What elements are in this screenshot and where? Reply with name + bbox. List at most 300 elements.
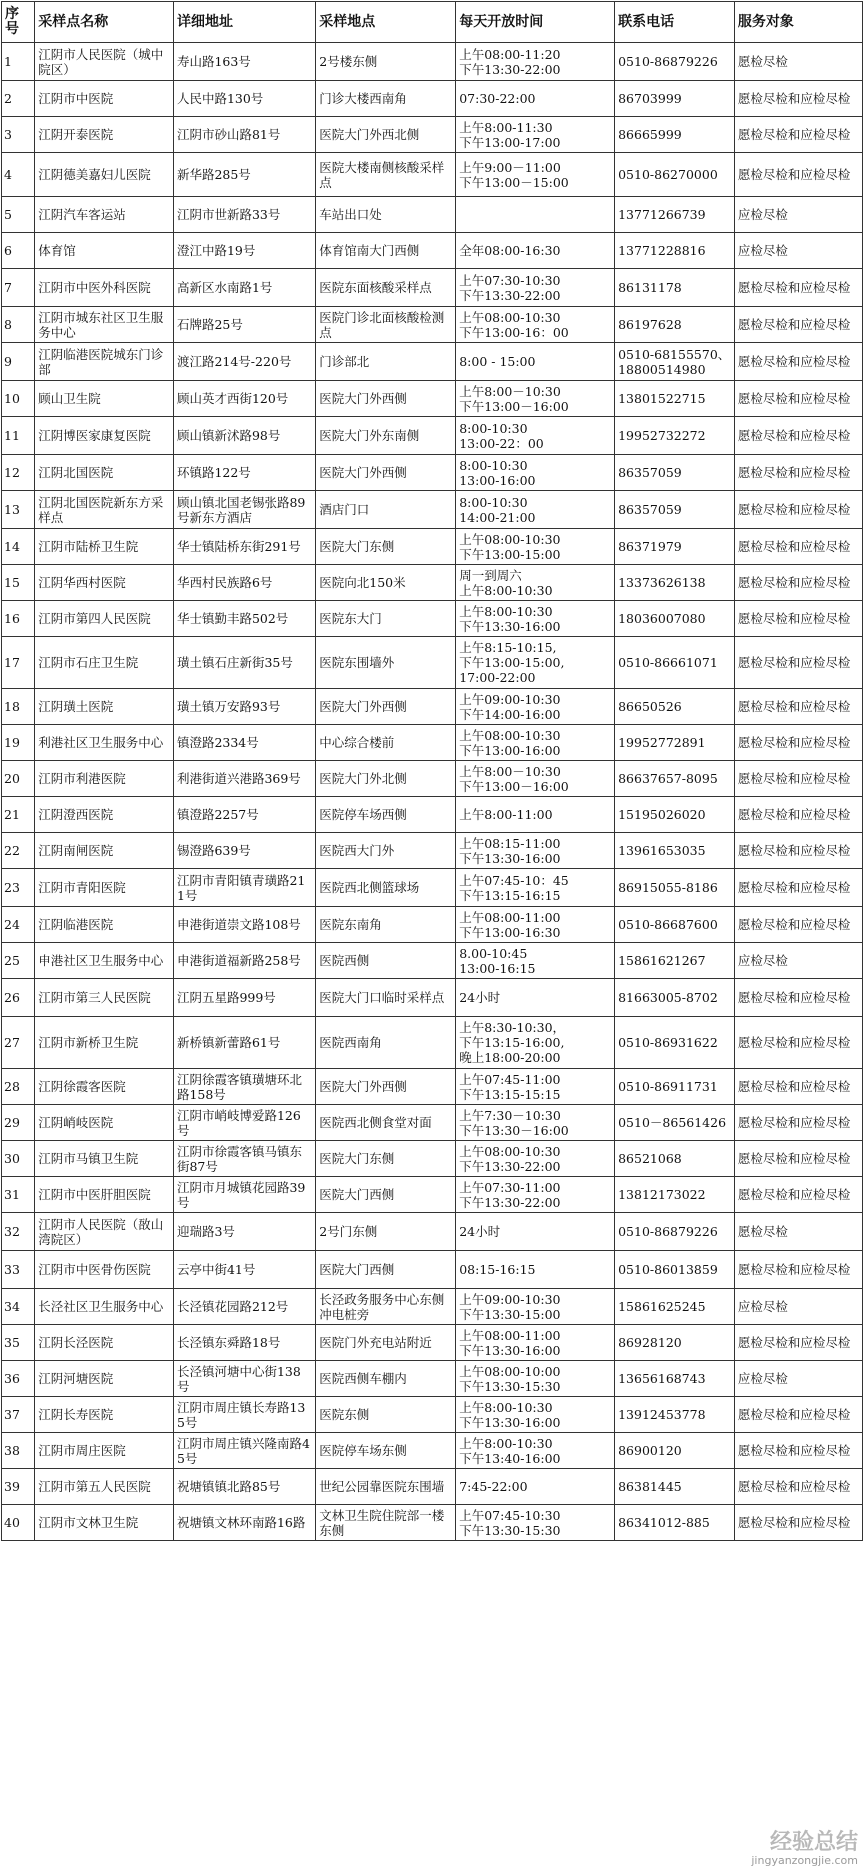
- address: 云亭中街41号: [173, 1251, 315, 1289]
- contact-phone: 86521068: [615, 1141, 735, 1177]
- address: 江阴市徐霞客镇马镇东街87号: [173, 1141, 315, 1177]
- row-number: 26: [2, 979, 35, 1017]
- address: 新桥镇新蕾路61号: [173, 1017, 315, 1069]
- table-row: [2, 1017, 863, 1069]
- header-no: 序号: [2, 2, 35, 43]
- contact-phone: 86197628: [615, 307, 735, 343]
- table-row: [2, 637, 863, 689]
- open-hours: 上午8:00－10:30 下午13:00－16:00: [456, 761, 615, 797]
- site-name: 江阴北国医院: [35, 455, 174, 491]
- open-hours: 上午08:15-11:00 下午13:30-16:00: [456, 833, 615, 869]
- table-row: [2, 943, 863, 979]
- contact-phone: 0510-86879226: [615, 1213, 735, 1251]
- address: 江阴市周庄镇长寿路135号: [173, 1397, 315, 1433]
- site-name: 江阴徐霞客医院: [35, 1069, 174, 1105]
- contact-phone: 0510-86879226: [615, 43, 735, 81]
- sample-location: 医院大门外东南侧: [316, 417, 456, 455]
- service-target: 愿检尽检和应检尽检: [734, 1141, 862, 1177]
- contact-phone: 86131178: [615, 269, 735, 307]
- open-hours: [456, 197, 615, 233]
- sample-location: 医院东侧: [316, 1397, 456, 1433]
- site-name: 江阴博医家康复医院: [35, 417, 174, 455]
- address: 顾山英才西街120号: [173, 381, 315, 417]
- address: 江阴市月城镇花园路39号: [173, 1177, 315, 1213]
- sample-location: 医院西侧车棚内: [316, 1361, 456, 1397]
- site-name: 江阴市石庄卫生院: [35, 637, 174, 689]
- service-target: 愿检尽检和应检尽检: [734, 343, 862, 381]
- address: 申港街道崇文路108号: [173, 907, 315, 943]
- site-name: 江阴市城东社区卫生服务中心: [35, 307, 174, 343]
- table-row: [2, 233, 863, 269]
- header-hours: 每天开放时间: [456, 2, 615, 43]
- row-number: 40: [2, 1505, 35, 1541]
- open-hours: 上午08:00-11:00 下午13:30-16:00: [456, 1325, 615, 1361]
- contact-phone: 86915055-8186: [615, 869, 735, 907]
- sample-location: 车站出口处: [316, 197, 456, 233]
- sample-location: 文林卫生院住院部一楼东侧: [316, 1505, 456, 1541]
- contact-phone: 19952772891: [615, 725, 735, 761]
- address: 环镇路122号: [173, 455, 315, 491]
- open-hours: 上午08:00-10:30 下午13:30-22:00: [456, 1141, 615, 1177]
- site-name: 江阴市文林卫生院: [35, 1505, 174, 1541]
- site-name: 江阴市新桥卫生院: [35, 1017, 174, 1069]
- contact-phone: 81663005-8702: [615, 979, 735, 1017]
- service-target: 愿检尽检和应检尽检: [734, 269, 862, 307]
- contact-phone: 86637657-8095: [615, 761, 735, 797]
- watermark: [751, 1831, 858, 1867]
- site-name: 江阴长泾医院: [35, 1325, 174, 1361]
- open-hours: 上午8:15-10:15, 下午13:00-15:00, 17:00-22:00: [456, 637, 615, 689]
- header-row: [2, 2, 863, 43]
- open-hours: 8:00-10:30 13:00-22：00: [456, 417, 615, 455]
- site-name: 江阴市第四人民医院: [35, 601, 174, 637]
- service-target: 愿检尽检和应检尽检: [734, 689, 862, 725]
- address: 镇澄路2257号: [173, 797, 315, 833]
- site-name: 江阴市陆桥卫生院: [35, 529, 174, 565]
- address: 顾山镇新沭路98号: [173, 417, 315, 455]
- row-number: 27: [2, 1017, 35, 1069]
- sample-location: 医院大门外西北侧: [316, 117, 456, 153]
- row-number: 25: [2, 943, 35, 979]
- contact-phone: 15195026020: [615, 797, 735, 833]
- row-number: 9: [2, 343, 35, 381]
- sample-location: 中心综合楼前: [316, 725, 456, 761]
- row-number: 36: [2, 1361, 35, 1397]
- sample-location: 医院东面核酸采样点: [316, 269, 456, 307]
- sample-location: 医院东南角: [316, 907, 456, 943]
- table-row: [2, 455, 863, 491]
- header-site: 采样地点: [316, 2, 456, 43]
- site-name: 江阴市中医外科医院: [35, 269, 174, 307]
- open-hours: 07:30-22:00: [456, 81, 615, 117]
- contact-phone: 86928120: [615, 1325, 735, 1361]
- open-hours: 周一到周六 上午8:00-10:30: [456, 565, 615, 601]
- address: 江阴市峭岐博爱路126号: [173, 1105, 315, 1141]
- open-hours: 8.00-10:45 13:00-16:15: [456, 943, 615, 979]
- sample-location: 医院大门外西侧: [316, 689, 456, 725]
- row-number: 14: [2, 529, 35, 565]
- sample-location: 2号楼东侧: [316, 43, 456, 81]
- sample-location: 门诊大楼西南角: [316, 81, 456, 117]
- open-hours: 上午8:00-11:30 下午13:00-17:00: [456, 117, 615, 153]
- open-hours: 上午08:00-10:30 下午13:00-16:00: [456, 725, 615, 761]
- open-hours: 上午07:45-11:00 下午13:15-15:15: [456, 1069, 615, 1105]
- sample-location: 医院西北侧篮球场: [316, 869, 456, 907]
- site-name: 江阴市中医骨伤医院: [35, 1251, 174, 1289]
- row-number: 24: [2, 907, 35, 943]
- table-row: [2, 381, 863, 417]
- row-number: 28: [2, 1069, 35, 1105]
- sampling-sites-table: [1, 1, 863, 1541]
- open-hours: 上午08:00-10:30 下午13:00-16：00: [456, 307, 615, 343]
- table-row: [2, 1069, 863, 1105]
- row-number: 15: [2, 565, 35, 601]
- sample-location: 医院东大门: [316, 601, 456, 637]
- address: 迎瑞路3号: [173, 1213, 315, 1251]
- table-row: [2, 833, 863, 869]
- service-target: 愿检尽检和应检尽检: [734, 153, 862, 197]
- row-number: 30: [2, 1141, 35, 1177]
- site-name: 江阴北国医院新东方采样点: [35, 491, 174, 529]
- open-hours: 上午8:00-10:30 下午13:40-16:00: [456, 1433, 615, 1469]
- row-number: 33: [2, 1251, 35, 1289]
- site-name: 江阴市第三人民医院: [35, 979, 174, 1017]
- site-name: 利港社区卫生服务中心: [35, 725, 174, 761]
- service-target: 愿检尽检: [734, 1213, 862, 1251]
- contact-phone: 0510－86561426: [615, 1105, 735, 1141]
- site-name: 江阴开泰医院: [35, 117, 174, 153]
- address: 长泾镇东舜路18号: [173, 1325, 315, 1361]
- address: 石牌路25号: [173, 307, 315, 343]
- open-hours: 8:00 - 15:00: [456, 343, 615, 381]
- contact-phone: 13801522715: [615, 381, 735, 417]
- sample-location: 医院大门外西侧: [316, 381, 456, 417]
- site-name: 江阴德美嘉妇儿医院: [35, 153, 174, 197]
- service-target: 愿检尽检和应检尽检: [734, 1469, 862, 1505]
- sample-location: 长泾政务服务中心东侧冲电桩旁: [316, 1289, 456, 1325]
- watermark-brand: 经验总结: [769, 1830, 858, 1855]
- row-number: 32: [2, 1213, 35, 1251]
- table-row: [2, 307, 863, 343]
- service-target: 愿检尽检: [734, 43, 862, 81]
- table-row: [2, 689, 863, 725]
- contact-phone: 13771266739: [615, 197, 735, 233]
- sample-location: 医院大门东侧: [316, 529, 456, 565]
- service-target: 愿检尽检和应检尽检: [734, 81, 862, 117]
- sample-location: 医院向北150米: [316, 565, 456, 601]
- service-target: 愿检尽检和应检尽检: [734, 1069, 862, 1105]
- service-target: 愿检尽检和应检尽检: [734, 455, 862, 491]
- address: 申港街道福新路258号: [173, 943, 315, 979]
- site-name: 体育馆: [35, 233, 174, 269]
- address: 江阴市砂山路81号: [173, 117, 315, 153]
- open-hours: 上午07:45-10：45 下午13:15-16:15: [456, 869, 615, 907]
- site-name: 江阴河塘医院: [35, 1361, 174, 1397]
- site-name: 江阴汽车客运站: [35, 197, 174, 233]
- row-number: 23: [2, 869, 35, 907]
- service-target: 愿检尽检和应检尽检: [734, 1397, 862, 1433]
- contact-phone: 18036007080: [615, 601, 735, 637]
- sample-location: 医院大门西侧: [316, 1251, 456, 1289]
- open-hours: 全年08:00-16:30: [456, 233, 615, 269]
- open-hours: 8:00-10:30 13:00-16:00: [456, 455, 615, 491]
- contact-phone: 15861625245: [615, 1289, 735, 1325]
- table-row: [2, 269, 863, 307]
- service-target: 应检尽检: [734, 233, 862, 269]
- row-number: 35: [2, 1325, 35, 1361]
- site-name: 江阴市利港医院: [35, 761, 174, 797]
- service-target: 愿检尽检和应检尽检: [734, 979, 862, 1017]
- row-number: 11: [2, 417, 35, 455]
- row-number: 6: [2, 233, 35, 269]
- open-hours: 上午7:30－10:30 下午13:30－16:00: [456, 1105, 615, 1141]
- site-name: 江阴市马镇卫生院: [35, 1141, 174, 1177]
- watermark-url: jingyanzongjie.com: [751, 1854, 858, 1867]
- table-row: [2, 761, 863, 797]
- site-name: 申港社区卫生服务中心: [35, 943, 174, 979]
- sample-location: 医院西南角: [316, 1017, 456, 1069]
- address: 人民中路130号: [173, 81, 315, 117]
- open-hours: 上午8:00-10:30 下午13:30-16:00: [456, 601, 615, 637]
- contact-phone: 0510-86270000: [615, 153, 735, 197]
- service-target: 愿检尽检和应检尽检: [734, 117, 862, 153]
- service-target: 愿检尽检和应检尽检: [734, 307, 862, 343]
- table-row: [2, 1213, 863, 1251]
- sample-location: 医院门外充电站附近: [316, 1325, 456, 1361]
- row-number: 21: [2, 797, 35, 833]
- row-number: 16: [2, 601, 35, 637]
- row-number: 18: [2, 689, 35, 725]
- header-address: 详细地址: [173, 2, 315, 43]
- open-hours: 上午09:00-10:30 下午13:30-15:00: [456, 1289, 615, 1325]
- service-target: 愿检尽检和应检尽检: [734, 565, 862, 601]
- open-hours: 08:15-16:15: [456, 1251, 615, 1289]
- site-name: 江阴市人民医院（城中院区）: [35, 43, 174, 81]
- row-number: 10: [2, 381, 35, 417]
- contact-phone: 13812173022: [615, 1177, 735, 1213]
- site-name: 江阴临港医院城东门诊部: [35, 343, 174, 381]
- sample-location: 医院西侧: [316, 943, 456, 979]
- contact-phone: 86665999: [615, 117, 735, 153]
- contact-phone: 0510-86931622: [615, 1017, 735, 1069]
- address: 长泾镇河塘中心街138号: [173, 1361, 315, 1397]
- open-hours: 上午08:00-11:00 下午13:00-16:30: [456, 907, 615, 943]
- site-name: 江阴市中医肝胆医院: [35, 1177, 174, 1213]
- table-row: [2, 1289, 863, 1325]
- contact-phone: 13912453778: [615, 1397, 735, 1433]
- contact-phone: 86341012-885: [615, 1505, 735, 1541]
- row-number: 20: [2, 761, 35, 797]
- table-row: [2, 1397, 863, 1433]
- sample-location: 医院东围墙外: [316, 637, 456, 689]
- sample-location: 医院大楼南侧核酸采样点: [316, 153, 456, 197]
- sample-location: 医院大门口临时采样点: [316, 979, 456, 1017]
- contact-phone: 0510-68155570、18800514980: [615, 343, 735, 381]
- row-number: 7: [2, 269, 35, 307]
- service-target: 愿检尽检和应检尽检: [734, 1433, 862, 1469]
- address: 祝塘镇镇北路85号: [173, 1469, 315, 1505]
- table-row: [2, 1433, 863, 1469]
- address: 高新区水南路1号: [173, 269, 315, 307]
- row-number: 34: [2, 1289, 35, 1325]
- site-name: 江阴市人民医院（敔山湾院区）: [35, 1213, 174, 1251]
- table-row: [2, 1141, 863, 1177]
- table-row: [2, 1251, 863, 1289]
- table-row: [2, 197, 863, 233]
- service-target: 愿检尽检和应检尽检: [734, 491, 862, 529]
- open-hours: 24小时: [456, 1213, 615, 1251]
- open-hours: 上午07:30-10:30 下午13:30-22:00: [456, 269, 615, 307]
- row-number: 17: [2, 637, 35, 689]
- contact-phone: 86381445: [615, 1469, 735, 1505]
- address: 锡澄路639号: [173, 833, 315, 869]
- sample-location: 体育馆南大门西侧: [316, 233, 456, 269]
- sample-location: 医院大门外北侧: [316, 761, 456, 797]
- contact-phone: 86900120: [615, 1433, 735, 1469]
- contact-phone: 0510-86013859: [615, 1251, 735, 1289]
- address: 璜土镇石庄新街35号: [173, 637, 315, 689]
- table-row: [2, 1505, 863, 1541]
- address: 华西村民族路6号: [173, 565, 315, 601]
- contact-phone: 13771228816: [615, 233, 735, 269]
- open-hours: 上午07:30-11:00 下午13:30-22:00: [456, 1177, 615, 1213]
- table-row: [2, 1469, 863, 1505]
- contact-phone: 86357059: [615, 491, 735, 529]
- address: 新华路285号: [173, 153, 315, 197]
- row-number: 2: [2, 81, 35, 117]
- table-row: [2, 81, 863, 117]
- sample-location: 医院西北侧食堂对面: [316, 1105, 456, 1141]
- open-hours: 上午08:00-11:20 下午13:30-22:00: [456, 43, 615, 81]
- header-phone: 联系电话: [615, 2, 735, 43]
- contact-phone: 13656168743: [615, 1361, 735, 1397]
- service-target: 愿检尽检和应检尽检: [734, 601, 862, 637]
- service-target: 应检尽检: [734, 197, 862, 233]
- contact-phone: 86357059: [615, 455, 735, 491]
- site-name: 江阴华西村医院: [35, 565, 174, 601]
- table-row: [2, 601, 863, 637]
- table-body: [2, 43, 863, 1541]
- contact-phone: 86650526: [615, 689, 735, 725]
- address: 华士镇勤丰路502号: [173, 601, 315, 637]
- contact-phone: 15861621267: [615, 943, 735, 979]
- sample-location: 2号门东侧: [316, 1213, 456, 1251]
- open-hours: 上午07:45-10:30 下午13:30-15:30: [456, 1505, 615, 1541]
- service-target: 愿检尽检和应检尽检: [734, 1325, 862, 1361]
- site-name: 江阴南闸医院: [35, 833, 174, 869]
- site-name: 长泾社区卫生服务中心: [35, 1289, 174, 1325]
- row-number: 38: [2, 1433, 35, 1469]
- contact-phone: 86371979: [615, 529, 735, 565]
- address: 江阴市青阳镇青璜路211号: [173, 869, 315, 907]
- table-row: [2, 797, 863, 833]
- service-target: 愿检尽检和应检尽检: [734, 1017, 862, 1069]
- open-hours: 上午08:00-10:30 下午13:00-15:00: [456, 529, 615, 565]
- site-name: 江阴长寿医院: [35, 1397, 174, 1433]
- table-row: [2, 491, 863, 529]
- address: 江阴五星路999号: [173, 979, 315, 1017]
- address: 镇澄路2334号: [173, 725, 315, 761]
- row-number: 8: [2, 307, 35, 343]
- row-number: 3: [2, 117, 35, 153]
- address: 璜土镇万安路93号: [173, 689, 315, 725]
- address: 华士镇陆桥东街291号: [173, 529, 315, 565]
- service-target: 愿检尽检和应检尽检: [734, 1505, 862, 1541]
- address: 江阴市世新路33号: [173, 197, 315, 233]
- table-row: [2, 979, 863, 1017]
- sample-location: 世纪公园靠医院东围墙: [316, 1469, 456, 1505]
- table-row: [2, 343, 863, 381]
- address: 顾山镇北国老锡张路89号新东方酒店: [173, 491, 315, 529]
- service-target: 愿检尽检和应检尽检: [734, 797, 862, 833]
- site-name: 江阴市中医院: [35, 81, 174, 117]
- row-number: 31: [2, 1177, 35, 1213]
- site-name: 江阴璜土医院: [35, 689, 174, 725]
- contact-phone: 0510-86661071: [615, 637, 735, 689]
- open-hours: 7:45-22:00: [456, 1469, 615, 1505]
- row-number: 13: [2, 491, 35, 529]
- row-number: 29: [2, 1105, 35, 1141]
- row-number: 4: [2, 153, 35, 197]
- service-target: 愿检尽检和应检尽检: [734, 869, 862, 907]
- site-name: 江阴澄西医院: [35, 797, 174, 833]
- row-number: 12: [2, 455, 35, 491]
- open-hours: 上午8:30-10:30， 下午13:15-16:00, 晚上18:00-20:00: [456, 1017, 615, 1069]
- address: 江阴市周庄镇兴隆南路45号: [173, 1433, 315, 1469]
- table-row: [2, 907, 863, 943]
- site-name: 江阴临港医院: [35, 907, 174, 943]
- open-hours: 8:00-10:30 14:00-21:00: [456, 491, 615, 529]
- site-name: 顾山卫生院: [35, 381, 174, 417]
- table-row: [2, 417, 863, 455]
- sample-location: 酒店门口: [316, 491, 456, 529]
- sample-location: 医院大门外西侧: [316, 1069, 456, 1105]
- service-target: 应检尽检: [734, 943, 862, 979]
- table-row: [2, 869, 863, 907]
- sample-location: 医院西大门外: [316, 833, 456, 869]
- row-number: 19: [2, 725, 35, 761]
- open-hours: 上午8:00－10:30 下午13:00－16:00: [456, 381, 615, 417]
- site-name: 江阴市第五人民医院: [35, 1469, 174, 1505]
- sample-location: 医院大门东侧: [316, 1141, 456, 1177]
- open-hours: 上午8:00-11:00: [456, 797, 615, 833]
- contact-phone: 86703999: [615, 81, 735, 117]
- row-number: 22: [2, 833, 35, 869]
- table-row: [2, 43, 863, 81]
- sample-location: 医院大门外西侧: [316, 455, 456, 491]
- address: 利港街道兴港路369号: [173, 761, 315, 797]
- address: 寿山路163号: [173, 43, 315, 81]
- service-target: 愿检尽检和应检尽检: [734, 833, 862, 869]
- service-target: 愿检尽检和应检尽检: [734, 1177, 862, 1213]
- row-number: 1: [2, 43, 35, 81]
- contact-phone: 19952732272: [615, 417, 735, 455]
- service-target: 愿检尽检和应检尽检: [734, 637, 862, 689]
- site-name: 江阴市周庄医院: [35, 1433, 174, 1469]
- row-number: 5: [2, 197, 35, 233]
- sample-location: 门诊部北: [316, 343, 456, 381]
- sample-location: 医院门诊北面核酸检测点: [316, 307, 456, 343]
- open-hours: 上午08:00-10:00 下午13:30-15:30: [456, 1361, 615, 1397]
- contact-phone: 0510-86911731: [615, 1069, 735, 1105]
- table-row: [2, 153, 863, 197]
- service-target: 愿检尽检和应检尽检: [734, 529, 862, 565]
- service-target: 愿检尽检和应检尽检: [734, 725, 862, 761]
- sample-location: 医院停车场西侧: [316, 797, 456, 833]
- open-hours: 24小时: [456, 979, 615, 1017]
- table-row: [2, 725, 863, 761]
- site-name: 江阴峭岐医院: [35, 1105, 174, 1141]
